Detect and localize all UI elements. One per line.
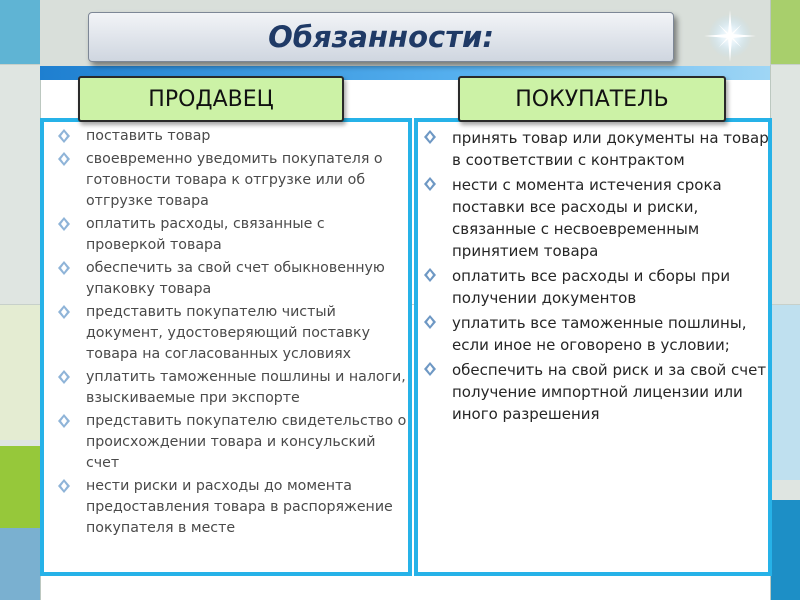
diamond-bullet-icon bbox=[58, 217, 70, 231]
right-decor-block-lightblue bbox=[770, 305, 800, 480]
diamond-bullet-icon bbox=[58, 152, 70, 166]
list-item: своевременно уведомить покупателя о готовности товара к отгрузке или об отгрузке товара bbox=[58, 149, 408, 212]
diamond-bullet-icon bbox=[58, 414, 70, 428]
list-item: уплатить таможенные пошлины и налоги, взыскиваемые при экспорте bbox=[58, 367, 408, 409]
left-decor-block-steel bbox=[0, 528, 40, 600]
diamond-bullet-icon bbox=[424, 177, 436, 191]
list-item: обеспечить за свой счет обыкновенную упаковку товара bbox=[58, 258, 408, 300]
left-decor-block-pale bbox=[0, 305, 40, 440]
list-item: принять товар или документы на товар в соответствии с контрактом bbox=[424, 127, 769, 171]
diamond-bullet-icon bbox=[58, 305, 70, 319]
list-item: поставить товар bbox=[58, 126, 408, 147]
title-box bbox=[88, 12, 674, 62]
diamond-bullet-icon bbox=[58, 261, 70, 275]
list-item: оплатить расходы, связанные с проверкой товара bbox=[58, 214, 408, 256]
list-item: оплатить все расходы и сборы при получении документов bbox=[424, 265, 769, 309]
diamond-bullet-icon bbox=[58, 129, 70, 143]
seller-duties-list bbox=[58, 126, 408, 541]
list-item: представить покупателю свидетельство о происхождении товара и консульский счет bbox=[58, 411, 408, 474]
list-item: уплатить все таможенные пошлины, если иное не оговорено в условии; bbox=[424, 312, 769, 356]
slide-title: Обязанности: bbox=[268, 20, 494, 54]
buyer-heading: ПОКУПАТЕЛЬ bbox=[458, 76, 726, 122]
list-item: нести с момента истечения срока поставки все расходы и риски, связанные с несвоевременным принятием товара bbox=[424, 174, 769, 262]
diamond-bullet-icon bbox=[58, 370, 70, 384]
left-decor-block-blue bbox=[0, 0, 40, 64]
right-decor-block-blue bbox=[770, 500, 800, 600]
right-decor-block-green bbox=[770, 0, 800, 64]
diamond-bullet-icon bbox=[424, 362, 436, 376]
buyer-duties-list bbox=[424, 127, 769, 428]
seller-panel bbox=[40, 118, 412, 576]
diamond-bullet-icon bbox=[424, 130, 436, 144]
seller-heading: ПРОДАВЕЦ bbox=[78, 76, 344, 122]
list-item: представить покупателю чистый документ, удостоверяющий поставку товара на согласованных условиях bbox=[58, 302, 408, 365]
sparkle-icon bbox=[700, 6, 760, 66]
diamond-bullet-icon bbox=[424, 315, 436, 329]
diamond-bullet-icon bbox=[58, 479, 70, 493]
list-item: нести риски и расходы до момента предоставления товара в распоряжение покупателя в месте bbox=[58, 476, 408, 539]
buyer-panel bbox=[414, 118, 772, 576]
left-decor-block-green bbox=[0, 446, 40, 528]
list-item: обеспечить на свой риск и за свой счет получение импортной лицензии или иного разрешения bbox=[424, 359, 769, 425]
diamond-bullet-icon bbox=[424, 268, 436, 282]
